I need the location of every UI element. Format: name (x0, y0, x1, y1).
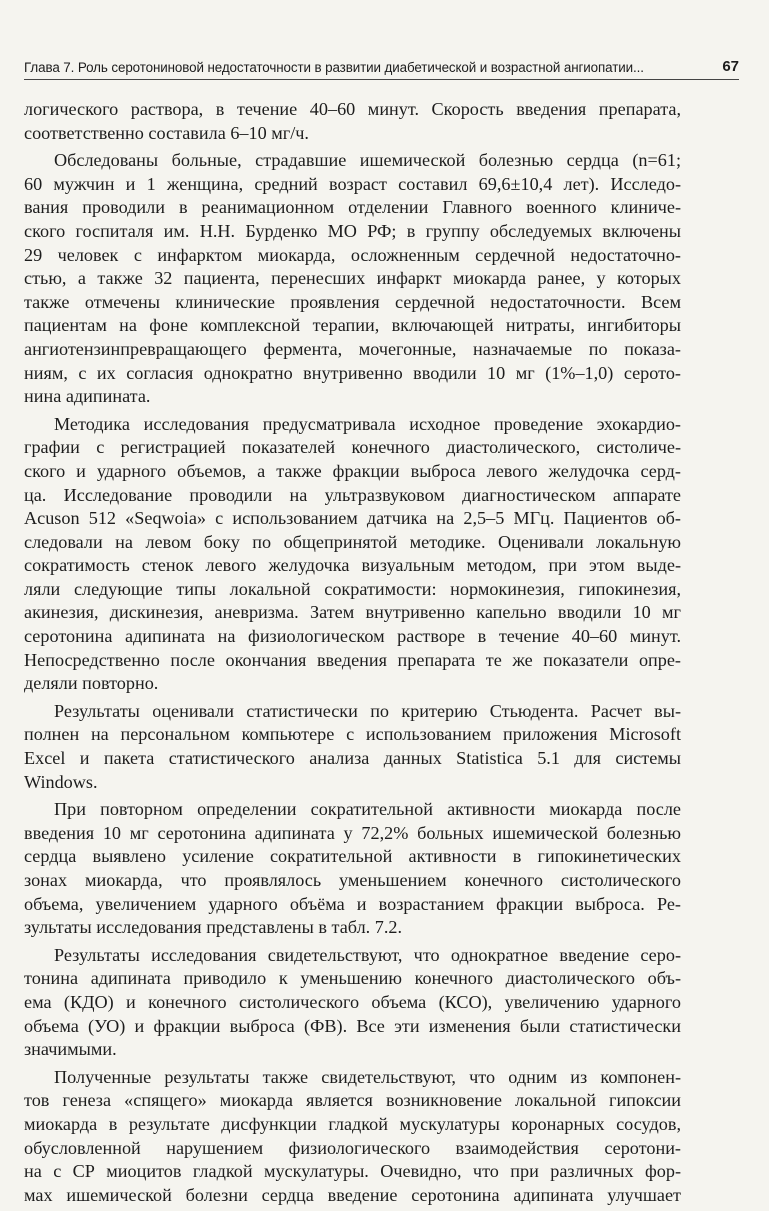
text-line: зонах миокарда, что проявлялось уменьшением конечного систолического (24, 870, 681, 890)
text-line: сократимость стенок левого желудочка визуальным методом, при этом выде- (24, 555, 681, 576)
text-line: деляли повторно. (24, 673, 159, 694)
text-line: тонина адипината приводило к уменьшению конечного диастолического объ- (24, 968, 681, 989)
text-line: серотонина адипината на физиологическом растворе в течение 40–60 минут. (24, 626, 681, 647)
text-line: логического раствора, в течение 40–60 минут. Скорость введения препарата, (24, 99, 681, 119)
page-number: 67 (722, 58, 739, 75)
text-line: При повторном определении сократительной активности миокарда после (54, 799, 681, 820)
text-line: графии с регистрацией показателей конечного диастолического, систоличе- (24, 437, 681, 458)
text-line: тов генеза «спящего» миокарда является возникновение локальной гипоксии (24, 1090, 681, 1111)
text-line: 29 человек с инфарктом миокарда, осложненным сердечной недостаточно- (24, 244, 681, 265)
text-line: объема (УО) и фракции выброса (ФВ). Все эти изменения были статистически (24, 1015, 681, 1036)
text-line: акинезия, дискинезия, аневризма. Затем внутривенно капельно вводили 10 мг (24, 602, 681, 623)
text-line: Результаты исследования свидетельствуют, что однократное введение серо- (54, 944, 681, 965)
text-line: соответственно составила 6–10 мг/ч. (24, 122, 309, 143)
text-line: миокарда в результате дисфункции гладкой мускулатуры коронарных сосудов, (24, 1113, 681, 1134)
text-line: сердца выявлено усиление сократительной активности в гипокинетических (24, 846, 681, 867)
text-line: Результаты оценивали статистически по критерию Стьюдента. Расчет вы- (54, 700, 681, 721)
text-line: полнен на персональном компьютере с использованием приложения Microsoft (24, 724, 681, 745)
text-line: вания проводили в реанимационном отделении Главного военного клиниче- (24, 197, 681, 218)
text-line: ниям, с их согласия однократно внутривенно вводили 10 мг (1%–1,0) серото- (24, 362, 681, 383)
page-header (24, 54, 739, 80)
text-line: Методика исследования предусматривала исходное проведение эхокардио- (54, 413, 681, 434)
text-line: ангиотензинпревращающего фермента, мочегонные, назначаемые по показа- (24, 338, 681, 359)
text-line: 60 мужчин и 1 женщина, средний возраст составил 69,6±10,4 лет). Исследо- (24, 173, 681, 194)
paragraph (24, 700, 681, 794)
text-line: значимыми. (24, 1039, 117, 1060)
text-line: ского госпиталя им. Н.Н. Бурденко МО РФ; в группу обследуемых включены (24, 220, 681, 241)
text-line: объема, увеличением ударного объёма и возрастанием фракции выброса. Ре- (24, 893, 681, 914)
text-line: следовали на левом боку по общепринятой методике. Оценивали локальную (24, 531, 681, 552)
text-line: Полученные результаты также свидетельствуют, что одним из компонен- (54, 1066, 681, 1087)
body-text (24, 98, 681, 1211)
text-line: также отмечены клинические проявления сердечной недостаточности. Всем (24, 291, 681, 312)
running-head: Глава 7. Роль серотониновой недостаточности в развитии диабетической и возрастной ангиопатии... (24, 60, 644, 75)
text-line: Excel и пакета статистического анализа данных Statistica 5.1 для системы (24, 748, 681, 769)
paragraph (24, 98, 681, 145)
text-line: стью, а также 32 пациента, перенесших инфаркт миокарда ранее, у которых (24, 268, 681, 289)
text-line: нина адипината. (24, 386, 151, 407)
text-line: пациентам на фоне комплексной терапии, включающей нитраты, ингибиторы (24, 315, 681, 336)
paragraph (24, 413, 681, 696)
text-line: Непосредственно после окончания введения препарата те же показатели опре- (24, 649, 681, 670)
text-line: ца. Исследование проводили на ультразвуковом диагностическом аппарате (24, 484, 681, 505)
paragraph (24, 798, 681, 940)
text-line: ема (КДО) и конечного систолического объема (КСО), увеличению ударного (24, 991, 681, 1012)
text-line: ляли следующие типы локальной сократимости: нормокинезия, гипокинезия, (24, 578, 681, 599)
text-line: на с СР миоцитов гладкой мускулатуры. Очевидно, что при различных фор- (24, 1161, 681, 1182)
text-line: введения 10 мг серотонина адипината у 72,2% больных ишемической болезнью (24, 822, 681, 843)
text-line: Windows. (24, 771, 98, 792)
paragraph (24, 149, 681, 409)
paragraph (24, 944, 681, 1062)
text-line: Acuson 512 «Seqwoia» с использованием датчика на 2,5–5 МГц. Пациентов об- (24, 508, 681, 529)
text-line: Обследованы больные, страдавшие ишемической болезнью сердца (n=61; (54, 150, 681, 171)
text-line: мах ишемической болезни сердца введение серотонина адипината улучшает (24, 1184, 681, 1205)
text-line: зультаты исследования представлены в табл. 7.2. (24, 917, 403, 938)
text-line: ского и ударного объемов, а также фракции выброса левого желудочка серд- (24, 460, 681, 481)
text-line: обусловленной нарушением физиологического взаимодействия серотони- (24, 1137, 681, 1158)
